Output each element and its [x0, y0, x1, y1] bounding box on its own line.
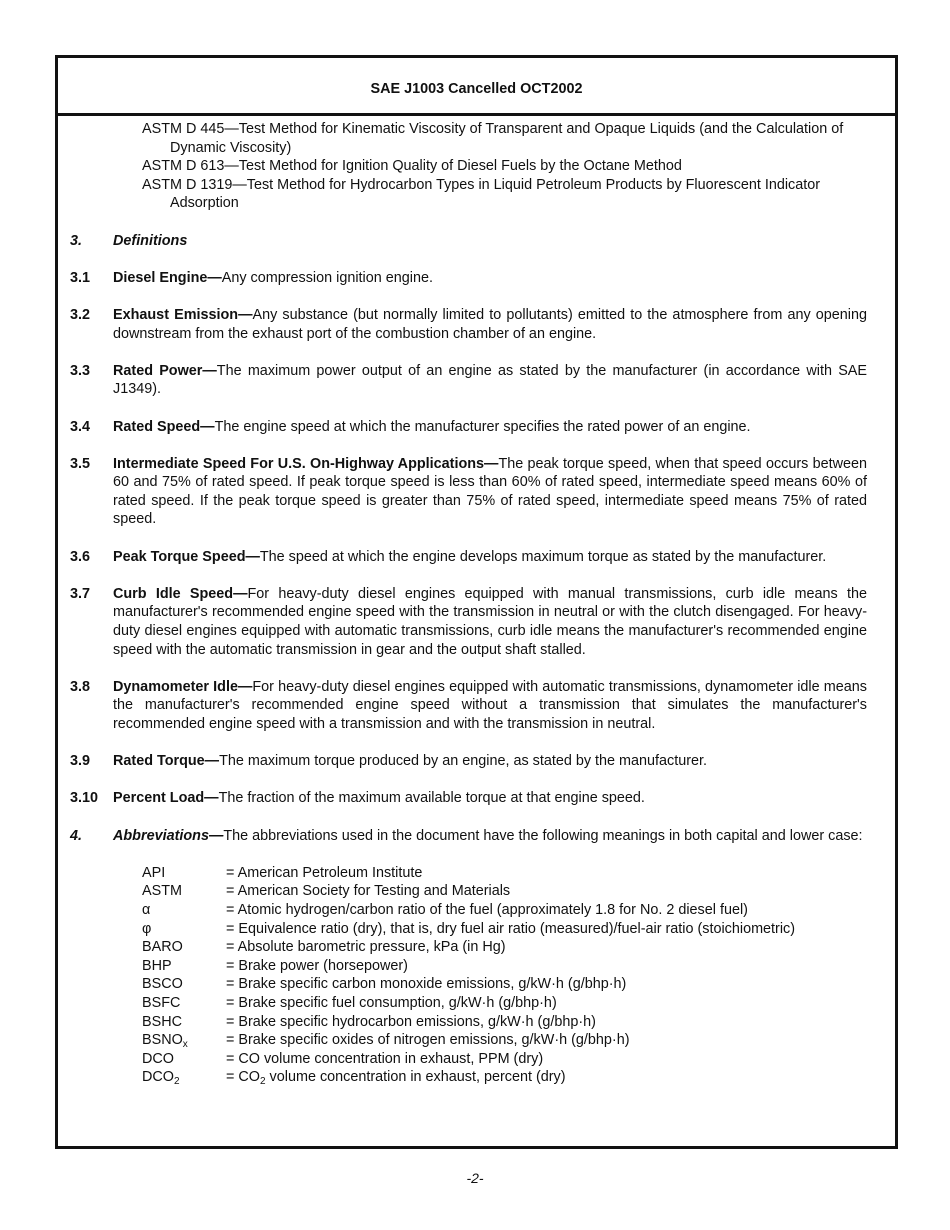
abbreviation-term-subscript: x: [182, 1039, 188, 1051]
definition-body: [113, 306, 867, 343]
definition-text: For heavy-duty diesel engines equipped with manual transmissions, curb idle means the manufacturer's recommended engine speed with the transmission in neutral or with the clutch disengaged. For heavy-duty diesel engines equipped with automatic transmissions, curb idle means the manufacturer's recommended engine speed with the automatic transmission in gear and the output shaft stalled.: [113, 585, 867, 658]
definition-term: Rated Speed—: [113, 418, 215, 435]
abbreviation-definition: = Brake specific fuel consumption, g/kW·h (g/bhp·h): [226, 994, 557, 1011]
abbreviation-row: [142, 1031, 867, 1050]
definition-term: Diesel Engine—: [113, 269, 222, 286]
abbreviation-definition: = Equivalence ratio (dry), that is, dry fuel air ratio (measured)/fuel-air ratio (stoichiometric): [226, 920, 796, 937]
abbreviation-term: [142, 994, 226, 1013]
abbreviation-term: [142, 864, 226, 883]
abbreviation-row: [142, 864, 867, 883]
section-text: The abbreviations used in the document have the following meanings in both capital and lower case:: [223, 827, 863, 844]
abbreviation-row: [142, 882, 867, 901]
section-title: Definitions: [113, 232, 188, 249]
section-term: Abbreviations—: [113, 827, 224, 844]
definition-item: [70, 418, 867, 437]
section-4-abbreviations: [70, 827, 867, 846]
abbreviation-term-text: BHP: [142, 957, 172, 974]
definition-item: [70, 585, 867, 659]
abbreviation-term: [142, 901, 226, 920]
definition-body: [113, 789, 867, 808]
definition-text: The maximum power output of an engine as stated by the manufacturer (in accordance with SAE J1349).: [113, 362, 867, 398]
definition-number: 3.2: [70, 306, 91, 323]
abbreviation-term-text: ASTM: [142, 883, 182, 900]
abbreviation-definition: = Brake specific carbon monoxide emissions, g/kW·h (g/bhp·h): [226, 976, 627, 993]
abbreviation-term-text: BARO: [142, 939, 183, 956]
definition-number: 3.1: [70, 269, 91, 286]
definition-term: Rated Power—: [113, 362, 217, 379]
definition-item: [70, 548, 867, 567]
definition-number: 3.6: [70, 548, 91, 565]
page-frame: [55, 55, 898, 1149]
abbreviation-row: [142, 957, 867, 976]
definition-item: [70, 306, 867, 343]
definition-text: The maximum torque produced by an engine, as stated by the manufacturer.: [219, 753, 708, 770]
definition-body: [113, 362, 867, 399]
definition-item: [70, 362, 867, 399]
definition-item: [70, 752, 867, 771]
reference-astm-d445: ASTM D 445—Test Method for Kinematic Viscosity of Transparent and Opaque Liquids (and the Calculation of Dynamic Viscosity): [142, 121, 844, 156]
abbreviation-definition: = Atomic hydrogen/carbon ratio of the fuel (approximately 1.8 for No. 2 diesel fuel): [226, 901, 748, 918]
definition-term: Curb Idle Speed—: [113, 585, 248, 602]
abbreviation-definition: = American Petroleum Institute: [226, 864, 423, 881]
abbreviation-term-text: BSHC: [142, 1013, 182, 1030]
definition-text: The engine speed at which the manufacturer specifies the rated power of an engine.: [214, 418, 751, 435]
abbreviation-term-subscript: 2: [173, 1076, 180, 1088]
abbreviation-term: [142, 1050, 226, 1069]
definition-prefix: = CO: [226, 1069, 260, 1086]
reference-astm-d613: ASTM D 613—Test Method for Ignition Quality of Diesel Fuels by the Octane Method: [142, 158, 682, 175]
abbreviation-row: [142, 938, 867, 957]
definition-subscript: 2: [260, 1076, 266, 1088]
definition-item: [70, 789, 867, 808]
section-body: [113, 827, 867, 846]
definition-number: 3.10: [70, 790, 99, 807]
abbreviation-definition: = Brake specific hydrocarbon emissions, g/kW·h (g/bhp·h): [226, 1013, 596, 1030]
definition-text: The speed at which the engine develops maximum torque as stated by the manufacturer.: [259, 548, 827, 565]
abbreviation-row: [142, 1068, 867, 1087]
abbreviation-term: [142, 920, 226, 939]
definition-text: Any compression ignition engine.: [221, 269, 433, 286]
abbreviation-term: [142, 957, 226, 976]
definition-term: Dynamometer Idle—: [113, 678, 253, 695]
page-title: SAE J1003 Cancelled OCT2002: [58, 58, 895, 116]
abbreviation-term: [142, 938, 226, 957]
definition-body: [113, 752, 867, 771]
definition-number: 3.8: [70, 678, 91, 695]
abbreviation-term-text: φ: [142, 920, 152, 937]
abbreviation-term: [142, 975, 226, 994]
abbreviation-definition: = Absolute barometric pressure, kPa (in Hg): [226, 939, 506, 956]
abbreviation-term-text: BSCO: [142, 976, 183, 993]
abbreviation-term: [142, 882, 226, 901]
definition-body: [113, 455, 867, 529]
abbreviation-row: [142, 1013, 867, 1032]
reference-astm-d1319: ASTM D 1319—Test Method for Hydrocarbon Types in Liquid Petroleum Products by Fluorescent Indicator Adsorption: [142, 176, 821, 212]
abbreviation-row: [142, 920, 867, 939]
abbreviation-row: [142, 1050, 867, 1069]
abbreviation-definition: = Brake power (horsepower): [226, 957, 408, 974]
abbreviation-term-text: API: [142, 864, 166, 881]
abbreviation-term: [142, 1068, 226, 1087]
abbreviation-term-text: BSFC: [142, 994, 181, 1011]
section-3-heading: [70, 232, 867, 251]
definition-body: [113, 269, 867, 288]
definition-text: The fraction of the maximum available torque at that engine speed.: [218, 790, 645, 807]
definition-body: [113, 418, 867, 437]
definition-text: Any substance (but normally limited to pollutants) emitted to the atmosphere from any opening downstream from the exhaust port of the combustion chamber of an engine.: [113, 306, 867, 342]
document-body: [70, 120, 867, 1087]
definition-text: The peak torque speed, when that speed occurs between 60 and 75% of rated speed. If peak torque speed is less than 60% of rated speed, intermediate speed means 60% of rated speed. If the peak torque speed is greater than 75% of rated speed, intermediate speed means 75% of rated speed.: [113, 455, 868, 528]
definition-item: [70, 269, 867, 288]
definition-number: 3.7: [70, 585, 91, 602]
definition-term: Intermediate Speed For U.S. On-Highway Applications—: [113, 455, 499, 472]
abbreviation-term-text: BSNO: [142, 1032, 183, 1049]
abbreviation-definition: = Brake specific oxides of nitrogen emissions, g/kW·h (g/bhp·h): [226, 1032, 630, 1049]
definition-number: 3.4: [70, 418, 91, 435]
definitions-list: [70, 269, 867, 827]
abbreviation-definition: = CO volume concentration in exhaust, PPM (dry): [226, 1050, 544, 1067]
definition-term: Rated Torque—: [113, 753, 220, 770]
definition-item: [70, 455, 867, 529]
definition-text: For heavy-duty diesel engines equipped with automatic transmissions, dynamometer idle means the manufacturer's recommended engine speed without a transmission that simulates the manufacturer's recommended engine speed with a transmission and with the transmission in neutral.: [113, 678, 867, 732]
abbreviation-definition: [226, 1068, 867, 1087]
definition-term: Peak Torque Speed—: [113, 548, 260, 565]
abbreviation-definition: = American Society for Testing and Materials: [226, 883, 511, 900]
abbreviation-term-text: α: [142, 901, 151, 918]
abbreviation-term: [142, 1013, 226, 1032]
abbreviation-term: [142, 1031, 226, 1050]
abbreviation-row: [142, 901, 867, 920]
abbreviation-row: [142, 975, 867, 994]
abbreviation-term-text: DCO: [142, 1050, 174, 1067]
definition-suffix: volume concentration in exhaust, percent (dry): [265, 1069, 566, 1086]
definition-term: Percent Load—: [113, 790, 219, 807]
definition-number: 3.5: [70, 455, 91, 472]
section-number: 4.: [70, 827, 83, 844]
definition-item: [70, 678, 867, 734]
definition-body: [113, 548, 867, 567]
definition-term: Exhaust Emission—: [113, 306, 253, 323]
page-number: -2-: [466, 1170, 484, 1186]
abbreviation-row: [142, 994, 867, 1013]
definition-body: [113, 678, 867, 734]
section-number: 3.: [70, 232, 83, 249]
definition-body: [113, 585, 867, 659]
definition-number: 3.9: [70, 753, 91, 770]
abbreviations-list: [70, 864, 867, 1087]
abbreviation-term-text: DCO: [142, 1069, 174, 1086]
definition-number: 3.3: [70, 362, 91, 379]
